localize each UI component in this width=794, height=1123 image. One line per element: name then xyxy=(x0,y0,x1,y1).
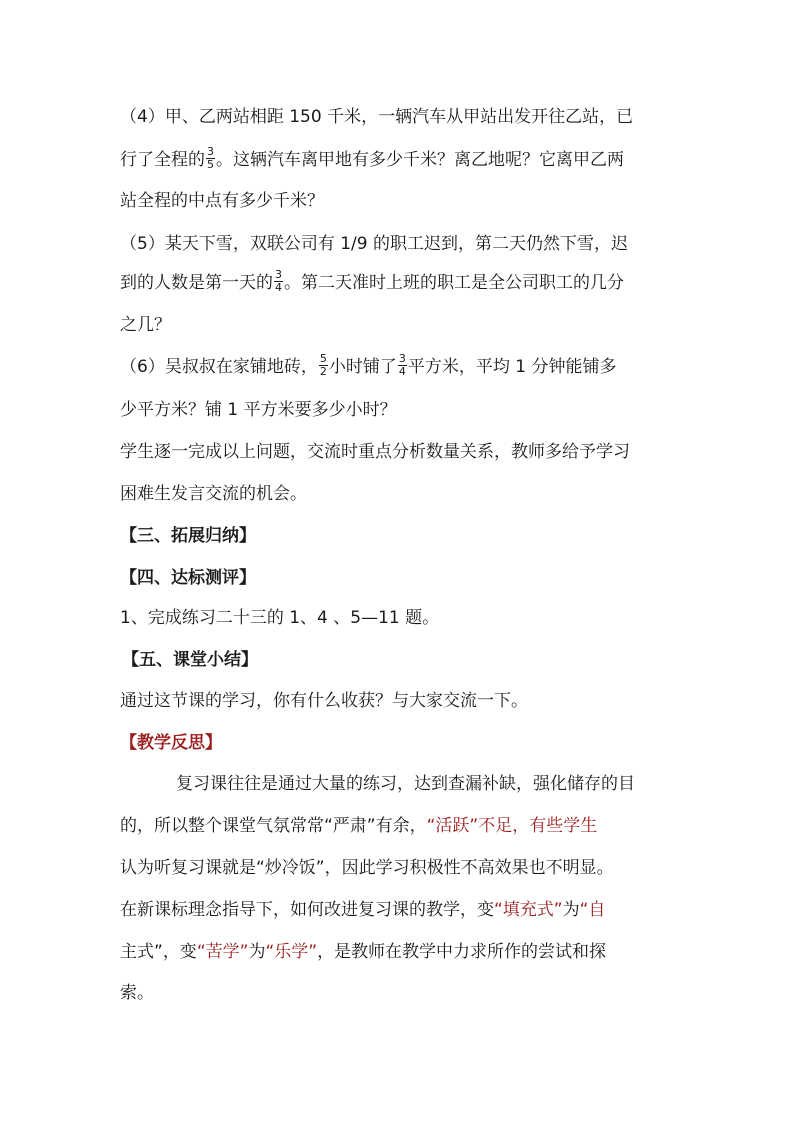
question-4-text: 站全程的中点有多少千米？ xyxy=(120,191,324,211)
question-4-line-2 xyxy=(120,145,624,175)
question-5-line-1 xyxy=(120,229,628,259)
reflection-text: ，变 xyxy=(162,942,197,962)
question-5-text: （5）某天下雪，双联公司有 1/9 的职工迟到，第二天仍然下雪，迟 xyxy=(120,234,628,254)
section-heading-text: 【四、达标测评】 xyxy=(120,568,256,588)
reflection-highlight: “自 xyxy=(579,900,606,920)
question-6-text: 少平方米？铺 1 平方米要多少小时？ xyxy=(120,400,397,420)
teacher-note-text: 学生逐一完成以上问题，交流时重点分析数量关系，教师多给予学习 xyxy=(120,442,630,462)
fraction-numerator: 3 xyxy=(275,267,282,281)
question-5-text: 到的人数是第一天的 xyxy=(120,273,273,293)
reflection-text: 索。 xyxy=(120,983,154,1003)
question-5-line-2 xyxy=(120,268,624,298)
fraction-numerator: 3 xyxy=(207,144,214,158)
reflection-text: 复习课往往是通过大量的练习，达到查漏补缺，强化储存的目 xyxy=(176,774,635,794)
fraction xyxy=(319,353,328,378)
reflection-text: 为 xyxy=(562,900,580,920)
fraction-denominator: 5 xyxy=(207,157,214,171)
section-heading-extension xyxy=(120,521,256,551)
reflection-text: ，是教师在教学中力求所作的尝试和探 xyxy=(317,942,607,962)
reflection-line-1 xyxy=(176,769,635,799)
reflection-text: 为 xyxy=(248,942,266,962)
question-5-text: 之几？ xyxy=(120,315,171,335)
question-4-text: 。这辆汽车离甲地有多少千米？离乙地呢？它离甲乙两 xyxy=(216,150,624,170)
section-heading-text: 【三、拓展归纳】 xyxy=(120,526,256,546)
teacher-note-line-1 xyxy=(120,437,630,467)
reflection-line-2 xyxy=(120,811,597,841)
exercise-task-text: 1、完成练习二十三的 1、4 、5—11 题。 xyxy=(120,608,440,628)
question-5-line-3 xyxy=(120,310,171,340)
fraction xyxy=(206,146,215,171)
reflection-line-3 xyxy=(120,853,614,883)
fraction-numerator: 3 xyxy=(398,351,406,365)
reflection-highlight: “乐学” xyxy=(265,942,318,962)
summary-prompt-text: 通过这节课的学习，你有什么收获？与大家交流一下。 xyxy=(120,691,528,711)
reflection-highlight: “填充式” xyxy=(494,900,563,920)
summary-prompt xyxy=(120,686,528,716)
reflection-line-6 xyxy=(120,978,154,1008)
question-4-text: （4）甲、乙两站相距 150 千米，一辆汽车从甲站出发开往乙站，已 xyxy=(120,107,634,127)
reflection-line-4 xyxy=(120,895,605,925)
fraction-denominator: 4 xyxy=(398,364,406,378)
fraction-numerator: 5 xyxy=(319,351,327,365)
fraction-denominator: 2 xyxy=(319,364,327,378)
reflection-highlight: “活跃”不足，有些学生 xyxy=(426,816,598,836)
question-6-text: （6）吴叔叔在家铺地砖， xyxy=(120,357,318,377)
teacher-note-line-2 xyxy=(120,479,307,509)
fraction xyxy=(398,353,407,378)
reflection-highlight: “苦学” xyxy=(196,942,249,962)
section-heading-summary xyxy=(122,645,258,675)
section-heading-assessment xyxy=(120,563,256,593)
section-heading-text: 【教学反思】 xyxy=(120,733,222,753)
fraction-denominator: 4 xyxy=(275,280,282,294)
question-5-text: 。第二天准时上班的职工是全公司职工的几分 xyxy=(284,273,624,293)
question-4-text: 行了全程的 xyxy=(120,150,205,170)
question-6-text: 平方米，平均 1 分钟能铺多 xyxy=(407,357,617,377)
exercise-task xyxy=(120,603,439,633)
question-6-text: 小时铺了 xyxy=(328,357,397,377)
question-6-line-2 xyxy=(120,395,397,425)
section-heading-text: 【五、课堂小结】 xyxy=(122,650,258,670)
question-6-line-1 xyxy=(120,352,616,382)
section-heading-reflection xyxy=(120,728,222,758)
reflection-text: 在新课标理念指导下，如何改进复习课的教学，变 xyxy=(120,900,494,920)
teacher-note-text: 困难生发言交流的机会。 xyxy=(120,484,307,504)
question-4-line-1 xyxy=(120,102,633,132)
reflection-line-5 xyxy=(120,937,606,967)
reflection-text: 的，所以整个课堂气氛常常“严肃”有余， xyxy=(120,816,427,836)
reflection-text: 认为听复习课就是“炒冷饭”，因此学习积极性不高效果也不明显。 xyxy=(120,858,614,878)
question-4-line-3 xyxy=(120,186,324,216)
reflection-text: 主式” xyxy=(120,942,163,962)
fraction xyxy=(274,269,283,294)
